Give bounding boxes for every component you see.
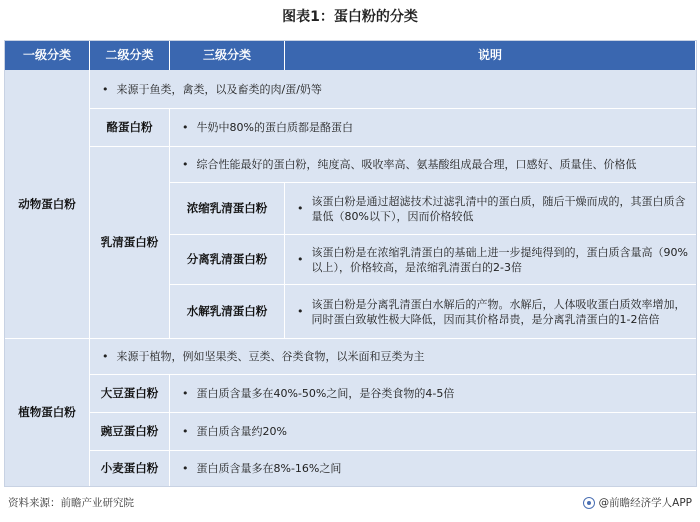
- plant-source-note: [90, 338, 696, 374]
- description-text: 蛋白质含量多在8%-16%之间: [196, 462, 342, 475]
- bullet: •: [182, 121, 189, 134]
- source-note: 资料来源：前瞻产业研究院: [8, 497, 134, 509]
- header-description: 说明: [285, 41, 696, 70]
- brand-logo-icon: [583, 497, 595, 509]
- whey-concentrate-description: [285, 182, 696, 234]
- page-title: 图表1：蛋白粉的分类: [282, 9, 418, 25]
- bullet: •: [182, 425, 189, 438]
- header-level1: 一级分类: [5, 41, 90, 70]
- wheat-protein-description: [170, 450, 696, 486]
- wheat-protein-label: 小麦蛋白粉: [90, 450, 170, 486]
- bullet: •: [102, 350, 109, 363]
- whey-note: [170, 146, 696, 182]
- bullet: •: [182, 158, 189, 171]
- casein-label: 酪蛋白粉: [90, 108, 170, 146]
- casein-description: [170, 108, 696, 146]
- description-text: 综合性能最好的蛋白粉，纯度高、吸收率高、氨基酸组成最合理，口感好、质量佳、价格低: [196, 158, 637, 171]
- description-text: 该蛋白粉是分离乳清蛋白水解后的产物。水解后，人体吸收蛋白质效率增加，同时蛋白致敏性极大降低，因而其价格昂贵，是分离乳清蛋白的1-2倍倍: [311, 297, 686, 326]
- whey-hydrolyzed-label: 水解乳清蛋白粉: [170, 284, 285, 338]
- whey-isolate-description: [285, 234, 696, 284]
- brand-credit: [583, 494, 692, 512]
- animal-source-note: [90, 70, 696, 108]
- description-text: 来源于植物，例如坚果类、豆类、谷类食物，以米面和豆类为主: [116, 350, 425, 363]
- pea-protein-label: 豌豆蛋白粉: [90, 412, 170, 450]
- header-level2: 二级分类: [90, 41, 170, 70]
- classification-table: [4, 40, 697, 487]
- bullet: •: [297, 202, 304, 215]
- brand-text: @前瞻经济学人APP: [598, 497, 692, 509]
- whey-concentrate-label: 浓缩乳清蛋白粉: [170, 182, 285, 234]
- category-plant: 植物蛋白粉: [5, 338, 90, 486]
- description-text: 来源于鱼类，禽类，以及畜类的肉/蛋/奶等: [116, 82, 322, 96]
- description-text: 蛋白质含量约20%: [196, 425, 287, 438]
- pea-protein-description: [170, 412, 696, 450]
- whey-label: 乳清蛋白粉: [90, 146, 170, 338]
- bullet: •: [297, 305, 304, 318]
- bullet: •: [182, 462, 189, 475]
- category-animal: 动物蛋白粉: [5, 70, 90, 338]
- soy-protein-label: 大豆蛋白粉: [90, 374, 170, 412]
- bullet: •: [182, 387, 189, 400]
- description-text: 该蛋白粉是通过超滤技术过滤乳清中的蛋白质，随后干燥而成的，其蛋白质含量低（80%以下），因而价格较低: [311, 194, 686, 223]
- description-text: 该蛋白粉是在浓缩乳清蛋白的基础上进一步提纯得到的，蛋白质含量高（90%以上），价格较高，是浓缩乳清蛋白的2-3倍: [311, 245, 688, 274]
- bullet: •: [102, 82, 109, 96]
- description-text: 牛奶中80%的蛋白质都是酪蛋白: [196, 121, 353, 134]
- soy-protein-description: [170, 374, 696, 412]
- description-text: 蛋白质含量多在40%-50%之间，是谷类食物的4-5倍: [196, 387, 455, 400]
- bullet: •: [297, 253, 304, 266]
- whey-isolate-label: 分离乳清蛋白粉: [170, 234, 285, 284]
- header-level3: 三级分类: [170, 41, 285, 70]
- whey-hydrolyzed-description: [285, 284, 696, 338]
